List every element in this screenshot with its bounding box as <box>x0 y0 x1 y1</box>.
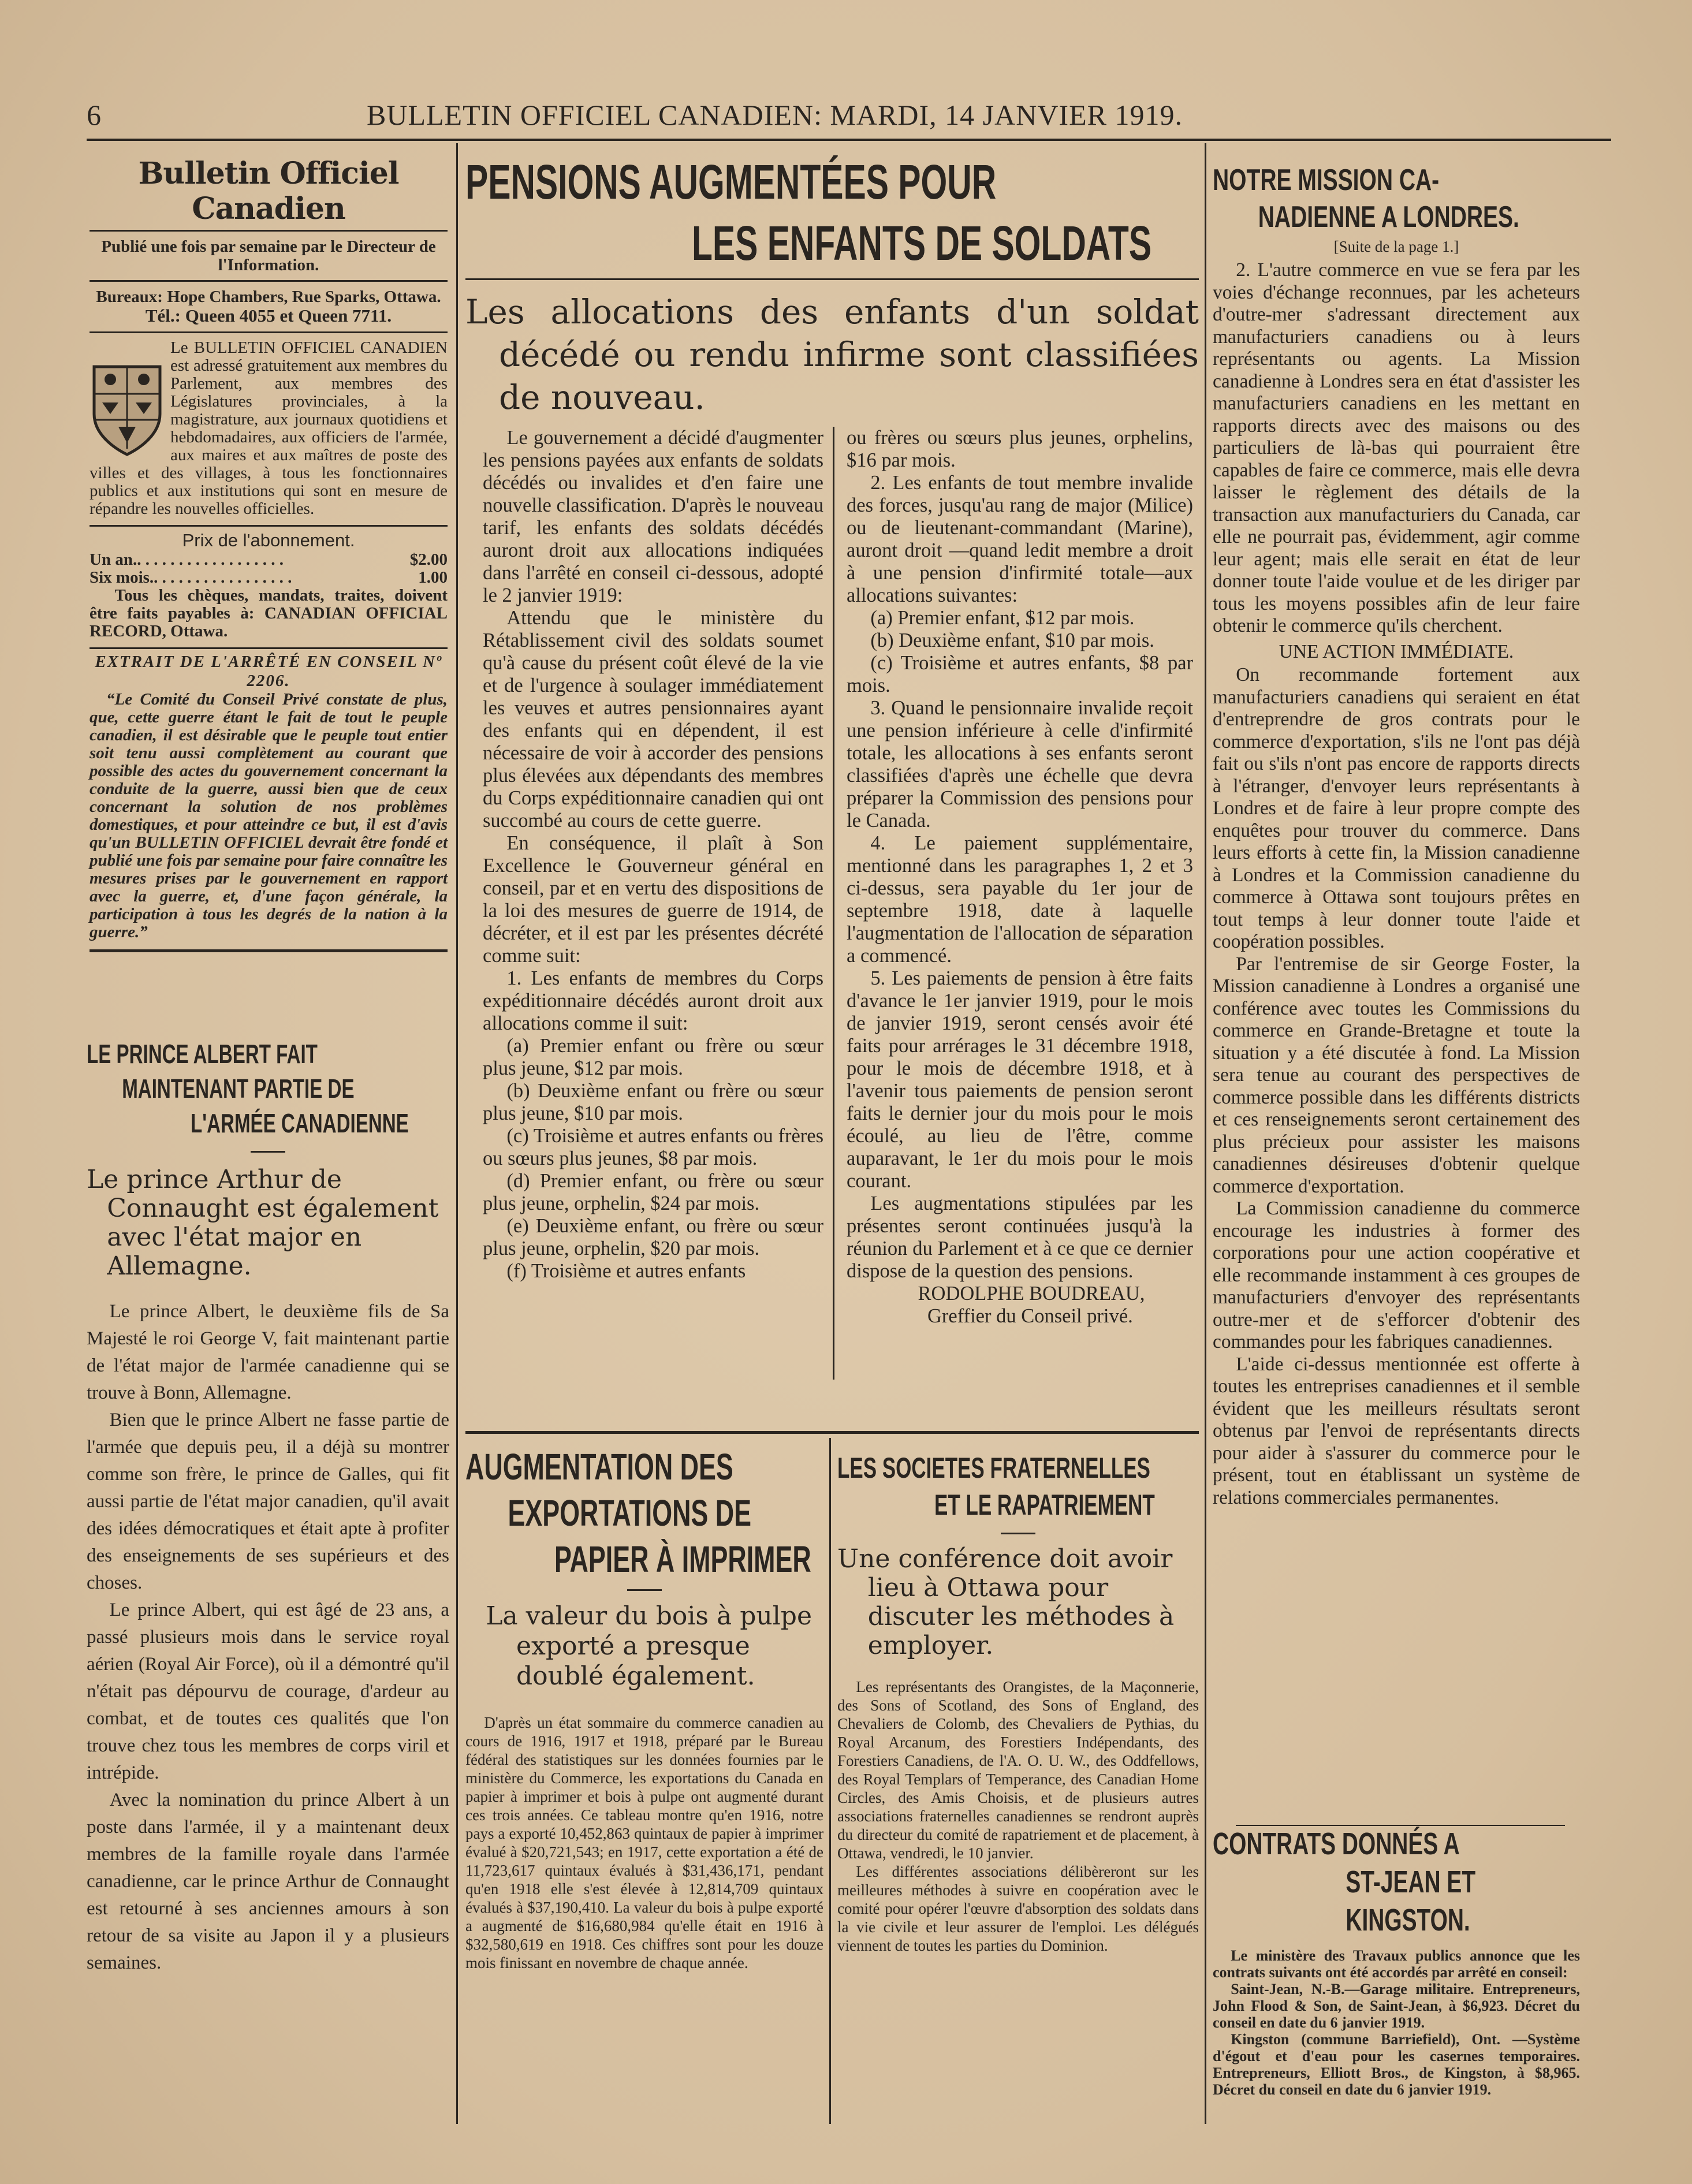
paragraph: 1. Les enfants de membres du Corps expéditionnaire décédés auront droit aux allocations comme il suit: <box>483 967 823 1034</box>
paragraph: 4. Le paiement supplémentaire, mentionné dans les paragraphes 1, 2 et 3 ci-dessus, sera payable du 1er jour de septembre 1918, date à laquelle l'augmentation de l'allocation de séparation a commencé. <box>847 832 1193 967</box>
subscription-price: $2.00 <box>409 550 448 569</box>
paragraph: (e) Deuxième enfant, ou frère ou sœur plus jeune, orphelin, $20 par mois. <box>483 1215 823 1259</box>
masthead-rule-2 <box>90 280 448 282</box>
headline-line: MAINTENANT PARTIE DE <box>122 1074 355 1104</box>
subscription-label: Un an.. . . . . . . . . . . . . . . . . . <box>90 550 284 569</box>
paragraph: D'après un état sommaire du commerce canadien au cours de 1916, 1917 et 1918, préparé par le Bureau fédéral des statistiques sur les données fournies par le ministère du Commerce, les exportations du Canada en papier à imprimer et bois à pulpe ont augmenté durant ces trois années. Ce tableau montre qu'en 1916, notre pays a exporté 10,452,863 quintaux de papier à imprimer évalué à $20,721,543; en 1917, cette exportation a été de 11,723,617 quintaux évalués à $31,436,171, pendant qu'en 1918 elle s'est élevée à 12,814,709 quintaux évalués à $37,190,410. La valeur du bois à pulpe exporté a augmenté de $16,680,984 qu'elle était en 1916 à $32,580,619 en 1918. Ces chiffres sont pour les douze mois finissant en novembre de chaque année. <box>465 1714 823 1971</box>
paragraph: 2. L'autre commerce en vue se fera par les voies d'échange reconnues, par les acheteurs d'outre-mer s'adressant directement aux manufacturiers canadiens ou à leurs représentants ou agents. La Mission canadienne à Londres sera en état d'assister les manufacturiers canadiens en les mettant en rapports directs avec des maisons ou des particuliers de là-bas qui pourraient être capables de faire ce commerce, mais elle devra laisser le règlement des détails de la transaction aux manufacturiers du Canada, car elle ne pourrait pas, évidemment, agir comme leur agent; mais elle serait en état de leur donner toute l'aide voulue et de les diriger par tous les moyens possibles afin de leur faire obtenir le commerce qu'ils cherchent. <box>1213 259 1580 636</box>
headline-line: ST-JEAN ET KINGSTON. <box>1346 1865 1476 1937</box>
paragraph: (b) Deuxième enfant ou frère ou sœur plus jeune, $10 par mois. <box>483 1080 823 1124</box>
article-body-col-2 <box>847 427 1193 1328</box>
extract-text: “Le Comité du Conseil Privé constate de plus, que, cette guerre étant le fait de tout le peuple canadien, il est désirable que le peuple tout entier soit tenu aussi complètement au courant que possible des actes du gouvernement concernant la conduite de la guerre, aussi bien que de ceux concernant la solution de nos problèmes domestiques, et pour atteindre ce but, il est d'avis qu'un BULLETIN OFFICIEL devrait être fondé et publié une fois par semaine pour faire connaître les mesures prises par le gouvernement en rapport avec la guerre, et, d'une façon générale, la participation à tous les degrés de la nation à la guerre.” <box>90 690 448 941</box>
paragraph: 2. Les enfants de tout membre invalide des forces, jusqu'au rang de major (Milice) ou de lieutenant-commandant (Marine), auront droit —quand ledit membre a droit à une pension d'infirmité totale—aux allocations suivantes: <box>847 472 1193 606</box>
article-body <box>1213 259 1580 1509</box>
headline-line: LES SOCIETES FRATERNELLES <box>837 1452 1150 1484</box>
paragraph: Kingston (commune Barriefield), Ont. —Système d'égout et d'eau pour les casernes temporaires. Entrepreneurs, Elliott Bros., de Kingston, à $8,965. Décret du conseil en date du 6 janvier 1919. <box>1213 2031 1580 2098</box>
paragraph: Attendu que le ministère du Rétablissement civil des soldats soumet qu'à cause du présent coût élevé de la vie et de l'urgence à soulager immédiatement les veuves et autres pensionnaires ayant des enfants qui en dépendent, il est nécessaire de voir à accorder des pensions plus élevées aux dépendants des membres du Corps expéditionnaire canadien qui ont succombé au cours de cette guerre. <box>483 607 823 832</box>
headline-dash <box>1001 1533 1035 1534</box>
signature-name: RODOLPHE BOUDREAU, <box>918 1283 1145 1305</box>
paragraph: Les différentes associations délibèreront sur les meilleures méthodes à suivre en coopération avec le comité pour opérer l'œuvre d'absorption des soldats dans la vie civile et leur assurer de l'emploi. Les délégués viennent de toutes les parties du Dominion. <box>837 1863 1199 1954</box>
inner-column-rule <box>833 427 834 1380</box>
article-body <box>1213 1947 1580 2098</box>
masthead-title: Bulletin Officiel Canadien <box>138 156 399 226</box>
column-rule-2 <box>829 1438 831 2124</box>
paragraph: 5. Les paiements de pension à être faits d'avance le 1er janvier 1919, pour le mois de janvier 1919, seront censés avoir été faits pour arrérages le 31 décembre 1918, pour le mois de décembre 1918, et à l'avenir tous paiements de pension seront faits le dernier jour du mois pour le mois écoulé, au lieu de l'être, comme auparavant, le 1er du mois pour le mois courant. <box>847 967 1193 1192</box>
paragraph: Le ministère des Travaux publics annonce que les contrats suivants ont été accordés par arrêté en conseil: <box>1213 1947 1580 1981</box>
article-headline <box>1213 162 1579 236</box>
paragraph: ou frères ou sœurs plus jeunes, orphelins, $16 par mois. <box>847 427 1193 471</box>
masthead-box <box>90 156 448 952</box>
subscription-label: Six mois.. . . . . . . . . . . . . . . . . <box>90 568 292 587</box>
article-pensions <box>465 151 1199 1385</box>
article-mission <box>1213 162 1580 1509</box>
paragraph: En conséquence, il plaît à Son Excellence le Gouverneur général en conseil, par et en vertu des dispositions de la loi des mesures de guerre de 1914, de décréter, et il est par les présentes décrété comme suit: <box>483 832 823 967</box>
headline-line: AUGMENTATION DES <box>465 1446 733 1488</box>
article-columns <box>465 427 1199 1385</box>
masthead-distribution-block <box>90 339 448 518</box>
article-headline <box>1213 1825 1581 1939</box>
masthead-rule-4 <box>90 525 448 527</box>
headline-line: EXPORTATIONS DE <box>508 1492 751 1534</box>
section-rule <box>465 1431 1199 1434</box>
page-header <box>87 98 1611 133</box>
paragraph: Le prince Albert, le deuxième fils de Sa Majesté le roi George V, fait maintenant partie de l'état major de l'armée canadienne qui se trouve à Bonn, Allemagne. <box>87 1301 449 1403</box>
article-body-col-1 <box>483 427 823 1283</box>
paragraph: (d) Premier enfant, ou frère ou sœur plus jeune, orphelin, $24 par mois. <box>483 1170 823 1214</box>
article-body <box>837 1678 1199 1955</box>
article-societes <box>837 1449 1199 1955</box>
paragraph: L'aide ci-dessus mentionnée est offerte à toutes les entreprises canadiennes et il semble évident que les meilleurs résultats seront obtenus par l'envoi de représentants directs pour aider à s'assurer du commerce pour le présent, tout en établissant un système de relations commerciales permanentes. <box>1213 1353 1580 1508</box>
headline-line: LE PRINCE ALBERT FAIT <box>87 1039 318 1069</box>
paragraph: Bien que le prince Albert ne fasse partie de l'armée que depuis peu, il a déjà su montrer comme son frère, le prince de Galles, qui fit aussi partie de l'état major canadien, qu'il avait des idées démocratiques et était apte à profiter des enseignements de ses supérieurs et des choses. <box>87 1410 449 1593</box>
headline-dash <box>251 1151 285 1153</box>
column-rule-1 <box>456 143 458 2124</box>
article-headline <box>465 151 1199 274</box>
paragraph: Les représentants des Orangistes, de la Maçonnerie, des Sons of Scotland, des Sons of England, des Chevaliers de Colomb, des Chevaliers de Pythias, du Royal Arcanum, des Forestiers Indépendants, des Forestiers Canadiens, de l'A. O. U. W., des Oddfellows, des Royal Templars of Temperance, des Canadian Home Circles, des Amis Choisis, et de plusieurs autres associations fraternelles canadiennes se rendront auprès du directeur du comité de rapatriement et de placement, à Ottawa, vendredi, le 10 janvier. <box>837 1678 1199 1862</box>
article-subhead: Une conférence doit avoir lieu à Ottawa pour discuter les méthodes à employer. <box>837 1544 1175 1660</box>
article-subhead: Le prince Arthur de Connaught est également avec l'état major en Allemagne. <box>87 1165 439 1281</box>
page-header-title: BULLETIN OFFICIEL CANADIEN: MARDI, 14 JANVIER 1919. <box>367 99 1183 131</box>
article-papier <box>465 1444 823 1972</box>
paragraph: (f) Troisième et autres enfants <box>506 1260 746 1282</box>
article-prince-albert <box>87 1037 449 1977</box>
article-body <box>465 1713 823 1972</box>
paragraph: (b) Deuxième enfant, $10 par mois. <box>870 629 1154 651</box>
headline-dash <box>627 1589 662 1591</box>
paragraph: La Commission canadienne du commerce encourage les industries à former des corporations pour une action coopérative et elle recommande instamment à ces groupes de manufacturiers d'envoyer des représentants outre-mer et de s'efforcer d'obtenir des commandes pour les fabriques canadiennes. <box>1213 1198 1580 1352</box>
subscription-row <box>90 569 448 587</box>
signature-title: Greffier du Conseil privé. <box>927 1305 1133 1327</box>
subscription-payment: Tous les chèques, mandats, traites, doivent être faits payables à: CANADIAN OFFICIAL RECORD, Ottawa. <box>90 586 448 640</box>
headline-line: ET LE RAPATRIEMENT <box>934 1489 1155 1521</box>
headline-line: PAPIER À IMPRIMER <box>554 1538 811 1580</box>
masthead-rule <box>90 230 448 232</box>
paragraph: (c) Troisième et autres enfants ou frères ou sœurs plus jeunes, $8 par mois. <box>483 1125 823 1169</box>
paragraph: Saint-Jean, N.-B.—Garage militaire. Entrepreneurs, John Flood & Son, de Saint-Jean, à $6,923. Décret du conseil en date du 6 janvier 1919. <box>1213 1981 1580 2031</box>
paragraph: (a) Premier enfant ou frère ou sœur plus jeune, $12 par mois. <box>483 1035 823 1079</box>
header-rule <box>87 139 1611 141</box>
paragraph: 3. Quand le pensionnaire invalide reçoit une pension inférieure à celle d'infirmité totale, les allocations à ses enfants seront classifiées d'après une échelle que devra préparer la Commission des pensions pour le Canada. <box>847 697 1193 832</box>
masthead-rule-5 <box>90 647 448 649</box>
section-heading: UNE ACTION IMMÉDIATE. <box>1279 640 1514 662</box>
paragraph: Avec la nomination du prince Albert à un poste dans l'armée, il y a maintenant deux membres de la famille royale dans l'armée canadienne, car le prince Arthur de Connaught est retourné à ses anciennes amours à son retour de sa visite au Japon il y a plusieurs semaines. <box>87 1790 449 1973</box>
extract-title: EXTRAIT DE L'ARRÊTÉ EN CONSEIL Nº 2206. <box>95 653 442 690</box>
coat-of-arms-icon <box>90 362 165 457</box>
masthead-office: Bureaux: Hope Chambers, Rue Sparks, Ottawa. <box>96 288 441 306</box>
headline-rule <box>465 278 1199 280</box>
paragraph: Par l'entremise de sir George Foster, la Mission canadienne à Londres a organisé une conférence avec toutes les Commissions du commerce en Grande-Bretagne et toute la situation y a été discutée à fond. La Mission sera tenue au courant des perspectives de commerce possible dans les différents districts et ces renseignements seront certainement des plus précieux pour assister les maisons canadiennes désireuses d'obtenir quelque commerce d'exportation. <box>1213 953 1580 1197</box>
masthead-distribution: Le BULLETIN OFFICIEL CANADIEN est adressé gratuitement aux membres du Parlement, aux membres des Législatures provinciales, à la magistrature, aux journaux quotidiens et hebdomadaires, aux officiers de l'armée, aux maires et aux maîtres de poste des villes et des villages, à tous les fonctionnaires publics et aux institutions qui sont en mesure de répandre les nouvelles officielles. <box>90 338 448 518</box>
article-headline <box>465 1444 824 1582</box>
paragraph: Le gouvernement a décidé d'augmenter les pensions payées aux enfants de soldats décédés ou invalides et d'en faire une nouvelle classification. D'après le nouveau tarif, les enfants des soldats décédés auront droit aux allocations indiquées dans l'arrêté en conseil ci-dessous, adopté le 2 janvier 1919: <box>483 427 823 606</box>
paragraph: (a) Premier enfant, $12 par mois. <box>870 607 1135 629</box>
headline-line: L'ARMÉE CANADIENNE <box>191 1108 409 1138</box>
headline-line: LES ENFANTS DE SOLDATS <box>692 216 1152 270</box>
subscription-price: 1.00 <box>418 568 448 587</box>
masthead-published: Publié une fois par semaine par le Directeur de l'Information. <box>101 237 436 274</box>
headline-line: NOTRE MISSION CA- <box>1213 163 1440 197</box>
continued-note: [Suite de la page 1.] <box>1333 238 1459 255</box>
article-body <box>87 1298 449 1977</box>
headline-line: CONTRATS DONNÉS A <box>1213 1827 1460 1861</box>
paragraph: On recommande fortement aux manufacturiers canadiens qui seraient en état d'entreprendre de gros contrats pour le commerce d'exportation, s'ils ne l'ont pas déjà fait ou s'ils n'ont pas encore de rapports directs à l'étranger, d'envoyer leurs représentants à Londres et de faire à leur propre compte des enquêtes pour trouver du commerce. Dans leurs efforts à cette fin, la Mission canadienne à Londres et la Commission canadienne du commerce à Ottawa sont toujours prêtes en tout temps à leur donner toute l'aide et coopération possibles. <box>1213 664 1580 952</box>
paragraph: Le prince Albert, qui est âgé de 23 ans, a passé plusieurs mois dans le service royal aérien (Royal Air Force), où il a démontré qu'il n'était pas dépourvu de courage, d'ardeur au combat, et de toutes ces qualités que l'on trouve chez tous les membres de corps viril et intrépide. <box>87 1600 449 1783</box>
article-subhead: Les allocations des enfants d'un soldat décédé ou rendu infirme sont classifiées de nouveau. <box>465 292 1199 417</box>
headline-line: PENSIONS AUGMENTÉES POUR <box>465 155 997 209</box>
headline-line: NADIENNE A LONDRES. <box>1258 200 1519 234</box>
masthead-phone: Tél.: Queen 4055 et Queen 7711. <box>145 305 392 326</box>
article-headline <box>837 1449 1199 1523</box>
article-contrats <box>1213 1825 1580 2098</box>
article-subhead: La valeur du bois à pulpe exporté a presque doublé également. <box>486 1601 812 1691</box>
page-number: 6 <box>87 99 102 131</box>
subscription-title: Prix de l'abonnement. <box>182 530 355 550</box>
paragraph: (c) Troisième et autres enfants, $8 par mois. <box>847 652 1193 696</box>
column-rule-3 <box>1205 143 1206 2124</box>
paragraph: Les augmentations stipulées par les présentes seront continuées jusqu'à la réunion du Parlement et à ce que ce dernier dispose de la question des pensions. <box>847 1192 1193 1282</box>
masthead-rule-3 <box>90 331 448 333</box>
subscription-row <box>90 551 448 569</box>
article-headline <box>87 1037 447 1141</box>
masthead-rule-6 <box>90 949 448 952</box>
